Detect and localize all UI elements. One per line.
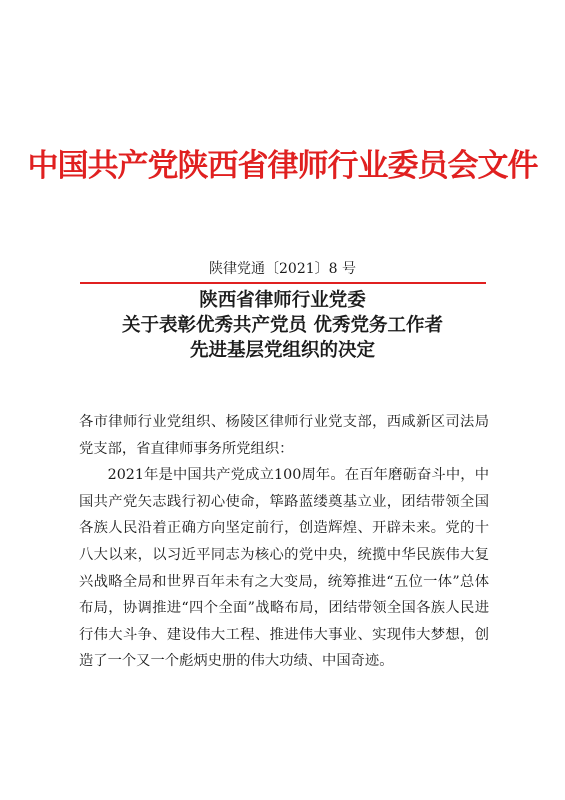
body-paragraph-1: 2021年是中国共产党成立100周年。在百年磨砺奋斗中，中国共产党矢志践行初心使命，筚路蓝缕奠基立业，团结带领全国各族人民沿着正确方向坚定前行，创造辉煌、开辟未来。党的十八大以来，以习近平同志为核心的党中央，统揽中华民族伟大复兴战略全局和世界百年未有之大变局，统筹推进“五位一体”总体布局，协调推进“四个全面”战略布局，团结带领全国各族人民进行伟大斗争、建设伟大工程、推进伟大事业、实现伟大梦想，创造了一个又一个彪炳史册的伟大功绩、中国奇迹。 [79, 467, 489, 670]
title-line-3: 先进基层党组织的决定 [189, 340, 375, 361]
salutation-paragraph: 各市律师行业党组织、杨陵区律师行业党支部，西咸新区司法局党支部，省直律师事务所党组织： [79, 414, 489, 457]
document-body [79, 409, 489, 675]
title-line-1: 陕西省律师行业党委 [199, 290, 366, 311]
document-title [0, 288, 565, 363]
title-line-2: 关于表彰优秀共产党员 优秀党务工作者 [122, 315, 443, 336]
document-number: 陕律党通〔2021〕8 号 [209, 261, 356, 277]
document-masthead: 中国共产党陕西省律师行业委员会文件 [27, 148, 538, 184]
red-divider-line [80, 282, 486, 284]
